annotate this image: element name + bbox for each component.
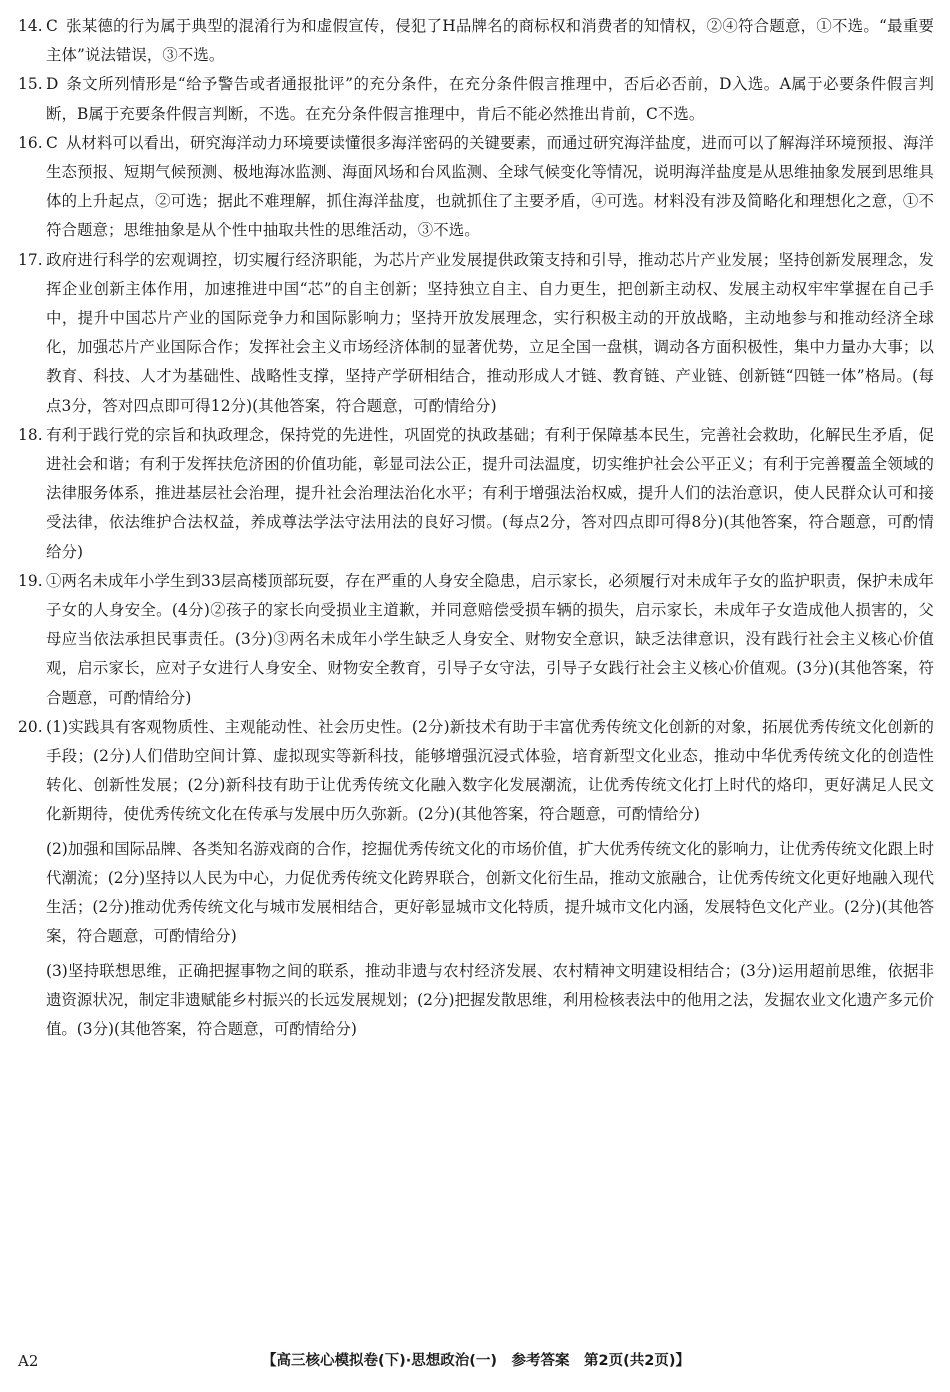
item-choice: C <box>46 133 58 152</box>
item-explanation: 有利于践行党的宗旨和执政理念，保持党的先进性，巩固党的执政基础；有利于保障基本民生，完善社会救助，化解民生矛盾，促进社会和谐；有利于发挥扶危济困的价值功能，彰显司法公正，提升司法温度，切实维护社会公平正义；有利于完善覆盖全领域的法律服务体系，推进基层社会治理，提升社会治理法治化水平；有利于增强法治权威，提升人们的法治意识，使人民群众认可和接受法律，依法维护合法权益，养成尊法学法守法用法的良好习惯。(每点2分，答对四点即可得8分)(其他答案，符合题意，可酌情给分) <box>46 425 934 561</box>
answer-item-16 <box>18 129 934 246</box>
answer-item-17 <box>18 246 934 421</box>
answer-item-18 <box>18 421 934 567</box>
item-number: 19. <box>18 571 43 590</box>
item-explanation: 条文所列情形是“给予警告或者通报批评”的充分条件，在充分条件假言推理中，否后必否前，D入选。A属于必要条件假言判断，B属于充要条件假言判断，不选。在充分条件假言推理中，肯后不能必然推出肯前，C不选。 <box>46 75 934 123</box>
footer-title <box>18 1349 934 1373</box>
footer-code: A2 <box>18 1352 39 1370</box>
item-explanation: 从材料可以看出，研究海洋动力环境要读懂很多海洋密码的关键要素，而通过研究海洋盐度，进而可以了解海洋环境预报、海洋生态预报、短期气候预测、极地海冰监测、海面风场和台风监测、全球气候变化等情况，说明海洋盐度是从思维抽象发展到思维具体的上升起点，②可选；据此不难理解，抓住海洋盐度，也就抓住了主要矛盾，④可选。材料没有涉及简略化和理想化之意，①不符合题意；思维抽象是从个性中抽取共性的思维活动，③不选。 <box>46 133 934 240</box>
answer-item-19 <box>18 567 934 713</box>
item-number: 17. <box>18 250 43 269</box>
answer-item-20-part-3: (3)坚持联想思维，正确把握事物之间的联系，推动非遗与农村经济发展、农村精神文明建设相结合；(3分)运用超前思维，依据非遗资源状况，制定非遗赋能乡村振兴的长远发展规划；(2分)把握发散思维，利用检核表法中的他用之法，发掘农业文化遗产多元价值。(3分)(其他答案，符合题意，可酌情给分) <box>46 961 934 1038</box>
footer-title-text: 【高三核心模拟卷(下)·思想政治(一) 参考答案 第2页(共2页)】 <box>262 1353 690 1369</box>
answer-item-20 <box>18 713 934 830</box>
answer-item-20-part-2: (2)加强和国际品牌、各类知名游戏商的合作，挖掘优秀传统文化的市场价值，扩大优秀传统文化的影响力，让优秀传统文化跟上时代潮流；(2分)坚持以人民为中心，力促优秀传统文化跨界联合，创新文化衍生品，推动文旅融合，让优秀传统文化更好地融入现代生活；(2分)推动优秀传统文化与城市发展相结合，更好彰显城市文化特质，提升城市文化内涵，发展特色文化产业。(2分)(其他答案，符合题意，可酌情给分) <box>46 839 934 946</box>
item-explanation: (1)实践具有客观物质性、主观能动性、社会历史性。(2分)新技术有助于丰富优秀传统文化创新的对象，拓展优秀传统文化创新的手段；(2分)人们借助空间计算、虚拟现实等新科技，能够增强沉浸式体验，培育新型文化业态，推动中华优秀传统文化的创造性转化、创新性发展；(2分)新科技有助于让优秀传统文化融入数字化发展潮流，让优秀传统文化打上时代的烙印，更好满足人民文化新期待，使优秀传统文化在传承与发展中历久弥新。(2分)(其他答案，符合题意，可酌情给分) <box>46 717 934 824</box>
item-number: 14. <box>18 17 43 35</box>
page-footer <box>18 1349 934 1373</box>
item-choice: D <box>46 75 59 94</box>
item-number: 20. <box>18 717 43 736</box>
item-number: 16. <box>18 133 43 152</box>
item-explanation: 政府进行科学的宏观调控，切实履行经济职能，为芯片产业发展提供政策支持和引导，推动芯片产业发展；坚持创新发展理念，发挥企业创新主体作用，加速推进中国“芯”的自主创新；坚持独立自主、自力更生，把创新主动权、发展主动权牢牢掌握在自己手中，提升中国芯片产业的国际竞争力和国际影响力；坚持开放发展理念，实行积极主动的开放战略，主动地参与和推动经济全球化，加强芯片产业国际合作；发挥社会主义市场经济体制的显著优势，立足全国一盘棋，调动各方面积极性，集中力量办大事；以教育、科技、人才为基础性、战略性支撑，坚持产学研相结合，推动形成人才链、教育链、产业链、创新链“四链一体”格局。(每点3分，答对四点即可得12分)(其他答案，符合题意，可酌情给分) <box>46 250 934 415</box>
answer-content <box>18 12 934 1044</box>
item-explanation: ①两名未成年小学生到33层高楼顶部玩耍，存在严重的人身安全隐患，启示家长，必须履行对未成年子女的监护职责，保护未成年子女的人身安全。(4分)②孩子的家长向受损业主道歉，并同意赔偿受损车辆的损失，启示家长，未成年子女造成他人损害的，父母应当依法承担民事责任。(3分)③两名未成年小学生缺乏人身安全、财物安全意识，缺乏法律意识，没有践行社会主义核心价值观，启示家长，应对子女进行人身安全、财物安全教育，引导子女守法，引导子女践行社会主义核心价值观。(3分)(其他答案，符合题意，可酌情给分) <box>46 571 934 707</box>
item-number: 15. <box>18 75 43 94</box>
item-number: 18. <box>18 425 43 444</box>
answer-item-14 <box>18 12 934 70</box>
item-explanation: 张某德的行为属于典型的混淆行为和虚假宣传，侵犯了H品牌名的商标权和消费者的知情权，②④符合题意，①不选。“最重要主体”说法错误，③不选。 <box>46 17 934 65</box>
item-choice: C <box>46 17 58 35</box>
answer-item-15 <box>18 70 934 128</box>
